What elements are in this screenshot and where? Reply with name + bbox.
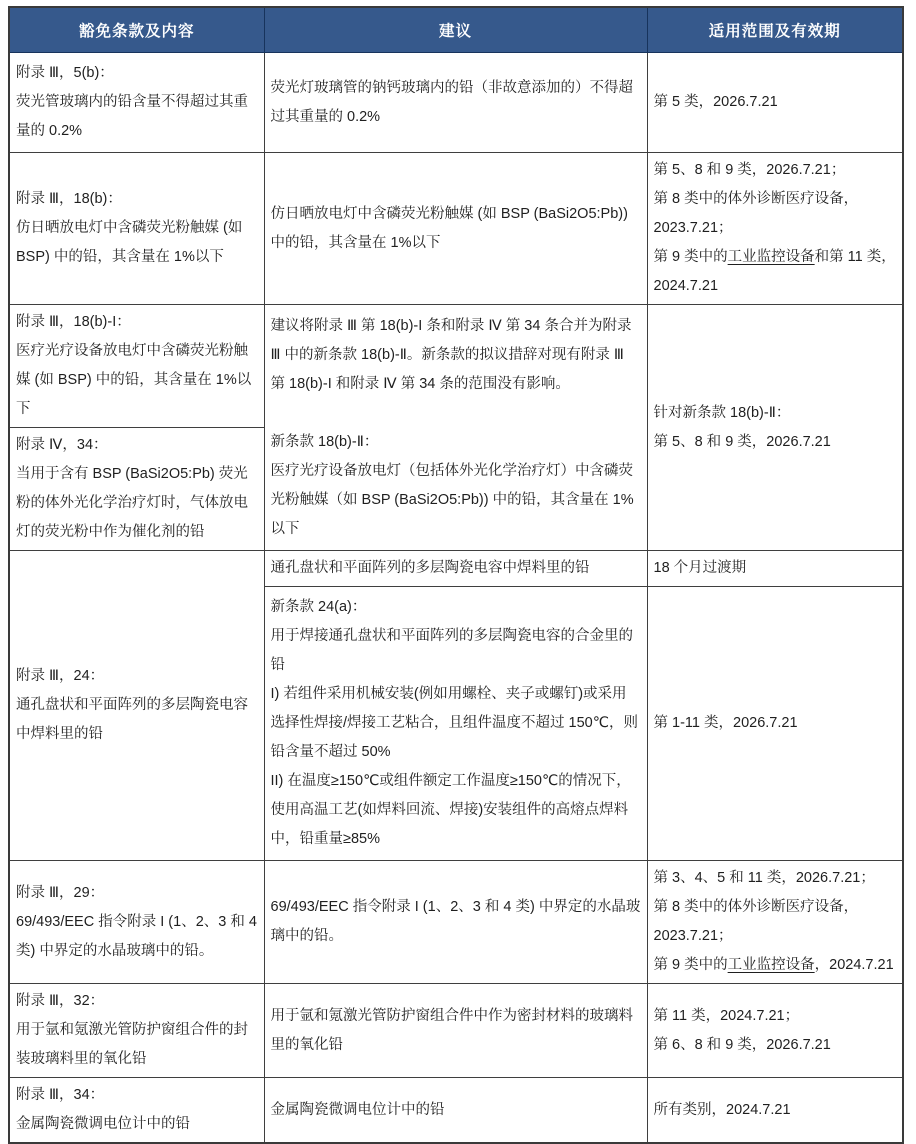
table-row [9,153,903,305]
cell-line: 新条款 24(a)： [270,599,367,615]
cell-line: 第 5 类，2026.7.21 [653,94,778,110]
cell-r7-suggestion [264,1078,647,1144]
cell-r4-suggestion-top [264,551,647,587]
cell-line: 第 5、8 和 9 类，2026.7.21 [653,433,831,450]
table-row [9,861,903,984]
table-row [9,551,903,587]
cell-r2-suggestion [264,153,647,305]
cell-r4-scope-bottom [647,587,903,861]
cell-line: 建议将附录 Ⅲ 第 18(b)-I 条和附录 Ⅳ 第 34 条合并为附录 Ⅲ 中的新条款 18(b)-Ⅱ。新条款的拟议措辞对现有附录 Ⅲ 第 18(b)-I 和附录 Ⅳ 第 34 条的范围没有影响。 [270,317,632,392]
cell-line: 第 8 类中的体外诊断医疗设备，2023.7.21； [653,899,859,944]
cell-line: 医疗光疗设备放电灯（包括体外光化学治疗灯）中含磷荧光粉触媒（如 BSP (BaSi2O5:Pb)) 中的铅，其含量在 1%以下 [270,462,634,537]
cell-line: 附录 Ⅲ，32： [16,993,105,1009]
cell-line: 新条款 18(b)-Ⅱ： [270,433,379,450]
cell-r4-suggestion-bottom [264,587,647,861]
cell-line: 用于氩和氪激光管防护窗组合件的封装玻璃料里的氧化铅 [16,1022,248,1067]
table-row [9,53,903,153]
cell-r5-suggestion [264,861,647,984]
scope-text: ，2024.7.21 [814,957,894,973]
cell-r4-clause [9,551,264,861]
cell-line: 附录 Ⅲ，5(b)： [16,65,114,81]
cell-r6-clause [9,984,264,1078]
header-exemption-clause: 豁免条款及内容 [9,7,264,53]
table-row [9,305,903,428]
underlined-text: 工业监控设备 [727,957,815,973]
cell-line: 针对新条款 18(b)-Ⅱ： [653,404,791,421]
scope-text: 第 9 类中的 [653,249,728,265]
cell-line: 用于焊接通孔盘状和平面阵列的多层陶瓷电容的合金里的铅 [270,628,633,673]
cell-r3-clause-annex4-34 [9,428,264,551]
cell-line: 第 3、4、5 和 11 类，2026.7.21； [653,870,875,886]
cell-r1-clause [9,53,264,153]
scope-text: 第 9 类中的 [653,957,728,973]
cell-line: 附录 Ⅲ，18(b)-I： [16,314,131,330]
cell-line: 第 8 类中的体外诊断医疗设备，2023.7.21； [653,191,859,236]
cell-r4-scope-top [647,551,903,587]
cell-line: 附录 Ⅲ，34： [16,1087,105,1103]
cell-r1-suggestion [264,53,647,153]
cell-line: 所有类别，2024.7.21 [653,1101,791,1118]
cell-line: I) 若组件采用机械安装(例如用螺栓、夹子或螺钉)或采用选择性焊接/焊接工艺粘合，且组件温度不超过 150℃，则铅含量不超过 50% [270,686,639,760]
table-row [9,1078,903,1144]
cell-r5-scope [647,861,903,984]
cell-line: 医疗光疗设备放电灯中含磷荧光粉触媒 (如 BSP) 中的铅，其含量在 1%以下 [16,343,252,417]
cell-line: 第 11 类，2024.7.21； [653,1007,800,1024]
cell-r7-scope [647,1078,903,1144]
cell-line: 仿日晒放电灯中含磷荧光粉触媒 (如 BSP (BaSi2O5:Pb)) 中的铅，其含量在 1%以下 [270,205,628,251]
cell-line: 当用于含有 BSP (BaSi2O5:Pb) 荧光粉的体外光化学治疗灯时，气体放电灯的荧光粉中作为催化剂的铅 [16,466,248,540]
cell-line: 附录 Ⅲ，29： [16,884,105,901]
cell-line: 69/493/EEC 指令附录 I (1、2、3 和 4 类) 中界定的水晶玻璃中的铅。 [270,899,641,944]
cell-line: 附录 Ⅳ，34： [16,437,108,453]
cell-line: 仿日晒放电灯中含磷荧光粉触媒 (如 BSP) 中的铅，其含量在 1%以下 [16,220,243,265]
cell-r6-scope [647,984,903,1078]
cell-r6-suggestion [264,984,647,1078]
cell-r2-clause [9,153,264,305]
cell-line: 附录 Ⅲ，18(b)： [16,191,122,207]
exemption-table [8,6,904,1144]
cell-line [654,951,897,980]
table-row [9,984,903,1078]
header-row [9,7,903,53]
cell-line: 荧光灯玻璃管的钠钙玻璃内的铅（非故意添加的）不得超过其重量的 0.2% [270,79,633,125]
scope-text: 和第 11 类，2024.7.21 [653,249,896,294]
cell-line: 附录 Ⅲ，24： [16,668,105,684]
cell-line [654,243,897,301]
cell-r5-clause [9,861,264,984]
header-scope-validity: 适用范围及有效期 [647,7,903,53]
header-suggestion: 建议 [264,7,647,53]
cell-line: 通孔盘状和平面阵列的多层陶瓷电容中焊料里的铅 [16,697,248,742]
underlined-text: 工业监控设备 [727,249,815,265]
cell-line: 第 1-11 类，2026.7.21 [653,715,798,731]
cell-line: 18 个月过渡期 [653,560,747,576]
cell-line: 69/493/EEC 指令附录 I (1、2、3 和 4 类) 中界定的水晶玻璃中的铅。 [16,913,257,959]
cell-r3-clause-18b1 [9,305,264,428]
cell-r2-scope [647,153,903,305]
cell-line: 荧光管玻璃内的铅含量不得超过其重量的 0.2% [16,94,248,139]
cell-line: 第 6、8 和 9 类，2026.7.21 [653,1036,831,1053]
cell-r3-scope [647,305,903,551]
cell-line: 通孔盘状和平面阵列的多层陶瓷电容中焊料里的铅 [270,560,590,576]
cell-line: 用于氩和氪激光管防护窗组合件中作为密封材料的玻璃料里的氧化铅 [270,1007,633,1053]
cell-r1-scope [647,53,903,153]
cell-line: 金属陶瓷微调电位计中的铅 [270,1101,445,1118]
cell-r3-suggestion [264,305,647,551]
cell-r7-clause [9,1078,264,1144]
cell-line: 金属陶瓷微调电位计中的铅 [16,1116,190,1132]
cell-line: 第 5、8 和 9 类，2026.7.21； [653,162,846,178]
cell-line: II) 在温度≥150℃或组件额定工作温度≥150℃的情况下，使用高温工艺(如焊料回流、焊接)安装组件的高熔点焊料中，铅重量≥85% [270,773,631,847]
